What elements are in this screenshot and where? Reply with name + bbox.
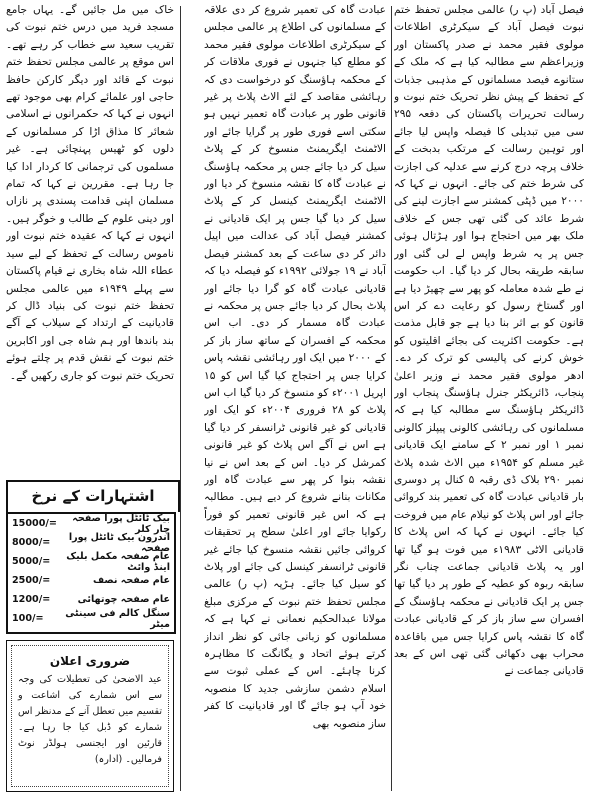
rates-list	[8, 514, 174, 628]
notice-inner-border	[11, 645, 169, 787]
rates-title: اشتہارات کے نرخ	[31, 487, 155, 505]
rate-price: 15000/=	[12, 518, 57, 529]
rate-row	[8, 609, 174, 628]
article-text-right: فیصل آباد (پ ر) عالمی مجلس تحفظ ختم نبوت فیصل آباد کے سیکرٹری اطلاعات مولوی فقیر محمد نے صدر پاکستان اور وزیراعظم سے مطالبہ کیا ہے کہ ملک کے ستانوے فیصد مسلمانوں کے مذہبی جذبات کے تحفظ کے پیش نظر تحریک ختم نبوت و رسالت تحریرات پاکستان کی دفعہ ۲۹۵ سی میں تبدیلی کا فیصلہ واپس لیا جائے اور توہین رسالت کے مرتکب بدبخت کے خلاف پرچہ درج کرنے سے عدلیہ کی اجازت کی شرط ختم کی جائے۔ انہوں نے کہا کہ ۲۰۰۰ میں ڈپٹی کمشنر سے اجازت لینے کی شرط عائد کی گئی تھی جس کے خلاف ملک بھر میں احتجاج ہوا اور ہڑتال ہوئی جس پر یہ شرط واپس لے لی گئی اور سابقہ طریقہ بحال کر دیا گیا۔ اب حکومت نے طے شدہ معاملہ کو پھر سے چھیڑ دیا ہے اور گستاخ رسول کو رعایت دے کر اس قانون کو بے اثر بنا دیا ہے جو قابل مذمت ہے۔ حکومت اکثریت کی بجائے اقلیتوں کو خوش کرنے کی پالیسی کو ترک کر دے۔ ادھر مولوی فقیر محمد نے وزیر اعلیٰ پنجاب، ڈائریکٹر جنرل ہاؤسنگ پنجاب اور ڈائریکٹر ہاؤسنگ سے مطالبہ کیا ہے کہ مسلمانوں کی رہائشی کالونی پیپلز کالونی نمبر ۱ اور نمبر ۲ کے سامنے ایک قادیانی غیر مسلم کو ۱۹۵۴ء میں الاٹ شدہ پلاٹ نمبر ۲۹۰ بلاک ڈی رقبہ ۵ کنال پر دوسری بار قادیانی عبادت گاہ کی تعمیر بند کروائی جائے اور اس پلاٹ کو نیلام عام میں فروخت کیا جائے۔ انہوں نے کہا کہ اس پلاٹ کا قادیانی الاٹی ۱۹۸۳ء میں فوت ہو گیا تھا اور یہ پلاٹ قادیانی جماعت چناب نگر سابقہ ربوہ کو عطیہ کے طور پر دیا گیا تھا جس پر ایک قادیانی نے محکمہ ہاؤسنگ کے افسران سے ساز باز کر کے قادیانی عبادت گاہ کا نقشہ پاس کرایا جس میں باقاعدہ محراب بھی دکھائی گئی تھی اس کے بعد قادیانی جماعت نے	[394, 4, 584, 678]
article-column-left	[6, 2, 174, 394]
rate-price: 1200/=	[12, 594, 51, 605]
rate-label: عام صفحہ نصف	[92, 575, 170, 586]
rate-price: 100/=	[12, 613, 44, 624]
article-text-middle: عبادت گاہ کی تعمیر شروع کر دی علاقہ کے مسلمانوں کی اطلاع پر عالمی مجلس کے سیکرٹری اطلاعات مولوی فقیر محمد کو مطلع کیا جنہوں نے فوری ملاقات کر کے محکمہ ہاؤسنگ کو درخواست دی کہ رہائشی مقاصد کے لئے الاٹ پلاٹ پر غیر قانونی طور پر عبادت گاہ تعمیر نہیں ہو سکتی اسے فوری طور پر گرایا جائے اور الاٹمنٹ ایگریمنٹ منسوخ کر کے پلاٹ سیل کر دیا جائے جس پر محکمہ ہاؤسنگ نے عبادت گاہ کا نقشہ منسوخ کر دیا اور الاٹمنٹ ایگریمنٹ کینسل کر کے پلاٹ سیل کر دیا گیا جس پر ایک قادیانی نے کمشنر فیصل آباد کی عدالت میں اپیل دائر کر دی ساعت کے بعد کمشنر فیصل آباد نے ۱۹ جولائی ۱۹۹۲ء کو فیصلہ دیا کہ قادیانی عبادت گاہ کو گرا دیا جائے اور پلاٹ بحال کر دیا جائے جس پر محکمہ نے عبادت گاہ مسمار کر دی۔ اب اس محکمہ کے افسران کے ساتھ ساز باز کر کے ۲۰۰۰ میں ایک اور رہائشی نقشہ پاس کرایا جس پر احتجاج کیا گیا اس کو ۱۵ اپریل ۲۰۰۱ء کو منسوخ کر دیا گیا اب اس پلاٹ کو ۲۸ فروری ۲۰۰۴ء کو ایک اور قادیانی کو غیر قانونی ٹرانسفر کر دیا گیا ہے اس نے آگے اس پلاٹ کو غیر قانونی کمرشل کر دیا۔ اس کے بعد اس نے نیا نقشہ بنوا کر پھر سے عبادت گاہ اور مکانات بنانے شروع کر دیے ہیں۔ مطالبہ ہے کہ اس غیر قانونی تعمیر کو فوراً رکوایا جائے اور اعلیٰ سطح پر تحقیقات کروائی جائیں نقشہ منسوخ کیا جائے غیر قانونی ٹرانسفر کینسل کی جائے اور پلاٹ کو سیل کیا جائے۔ ہڑپہ (پ ر) عالمی مجلس تحفظ ختم نبوت کے مرکزی مبلغ مولانا عبدالحکیم نعمانی نے کہا ہے کہ مسلمانوں کو زبانی جائی کو نظر انداز کرتے ہوئے اتحاد و یگانگت کا مظاہرہ کرنا چاہئے۔ اس کے عملی ثبوت سے اسلام دشمن سازشی جدید کا منصوبہ خود آپ ہو جائے گا اور قادیانیت کا کفر ساز منصوبہ بھی	[204, 4, 386, 730]
rate-price: 2500/=	[12, 575, 51, 586]
rate-price: 5000/=	[12, 556, 51, 567]
rate-label: سنگل کالم فی سینٹی میٹر	[65, 607, 170, 630]
rate-row	[8, 571, 174, 590]
rate-label: عام صفحہ چوتھائی	[77, 594, 170, 605]
article-text-left: خاک میں مل جائیں گے۔ یہاں جامع مسجد فرید میں درس ختم نبوت کی تقریب سعید سے خطاب کر رہے تھے۔ اس موقع پر عالمی مجلس تحفظ ختم نبوت کے قائد اور دیگر کارکن حافظ حاجی اور علمائے کرام بھی موجود تھے انہوں نے کہا کہ حکمرانوں نے اسلامی شعائر کا مذاق اڑا کر مسلمانوں کے دلوں کو ٹھیس پہنچائی ہے۔ غیر مسلموں کی ترجمانی کا کردار ادا کیا جا رہا ہے۔ مقررین نے کہا کہ تمام مسلمان اپنی قدامت پسندی پر نازاں اور دینی علوم کے طالب و خوگر ہیں۔ انہوں نے کہا کہ عقیدہ ختم نبوت اور ناموس رسالت کے تحفظ کے لیے سید عطاء اللہ شاہ بخاری نے قیام پاکستان سے پہلے ۱۹۴۹ء میں عالمی مجلس تحفظ ختم نبوت کی بنیاد ڈال کر قادیانیت کے ارتداد کے سیلاب کے آگے بند باندھا اور ہم شاہ جی اور اکابرین ختم نبوت کے نقش قدم پر چلتے ہوئے تحریک ختم نبوت کو جاری رکھیں گے۔	[6, 4, 174, 382]
rate-row	[8, 514, 174, 533]
article-column-right	[394, 2, 584, 792]
rate-row	[8, 590, 174, 609]
rate-label: عام صفحہ مکمل بلیک اینڈ وائٹ	[66, 550, 170, 573]
rates-header	[6, 480, 180, 512]
notice-body: عید الاضحیٰ کی تعطیلات کی وجہ سے اس شمارے کی اشاعت و تقسیم میں تعطل آنے کے مدنظر اس شمارے کو ڈبل کیا جا رہا ہے۔ قارئین اور ایجنسی ہولڈر نوٹ فرمالیں۔ (ادارہ)	[18, 674, 162, 765]
rate-label: اندرون بیک ٹائٹل پورا صفحہ	[68, 531, 170, 554]
advertisement-rates-box	[6, 512, 176, 634]
column-divider	[180, 6, 181, 791]
article-column-middle	[204, 2, 386, 792]
rate-label: بیک ٹائٹل پورا صفحہ چار کلر	[72, 512, 170, 535]
column-divider	[391, 6, 392, 791]
rate-row	[8, 533, 174, 552]
rate-row	[8, 552, 174, 571]
rate-price: 8000/=	[12, 537, 51, 548]
notice-title: ضروری اعلان	[49, 654, 131, 668]
important-notice-box	[6, 640, 174, 792]
